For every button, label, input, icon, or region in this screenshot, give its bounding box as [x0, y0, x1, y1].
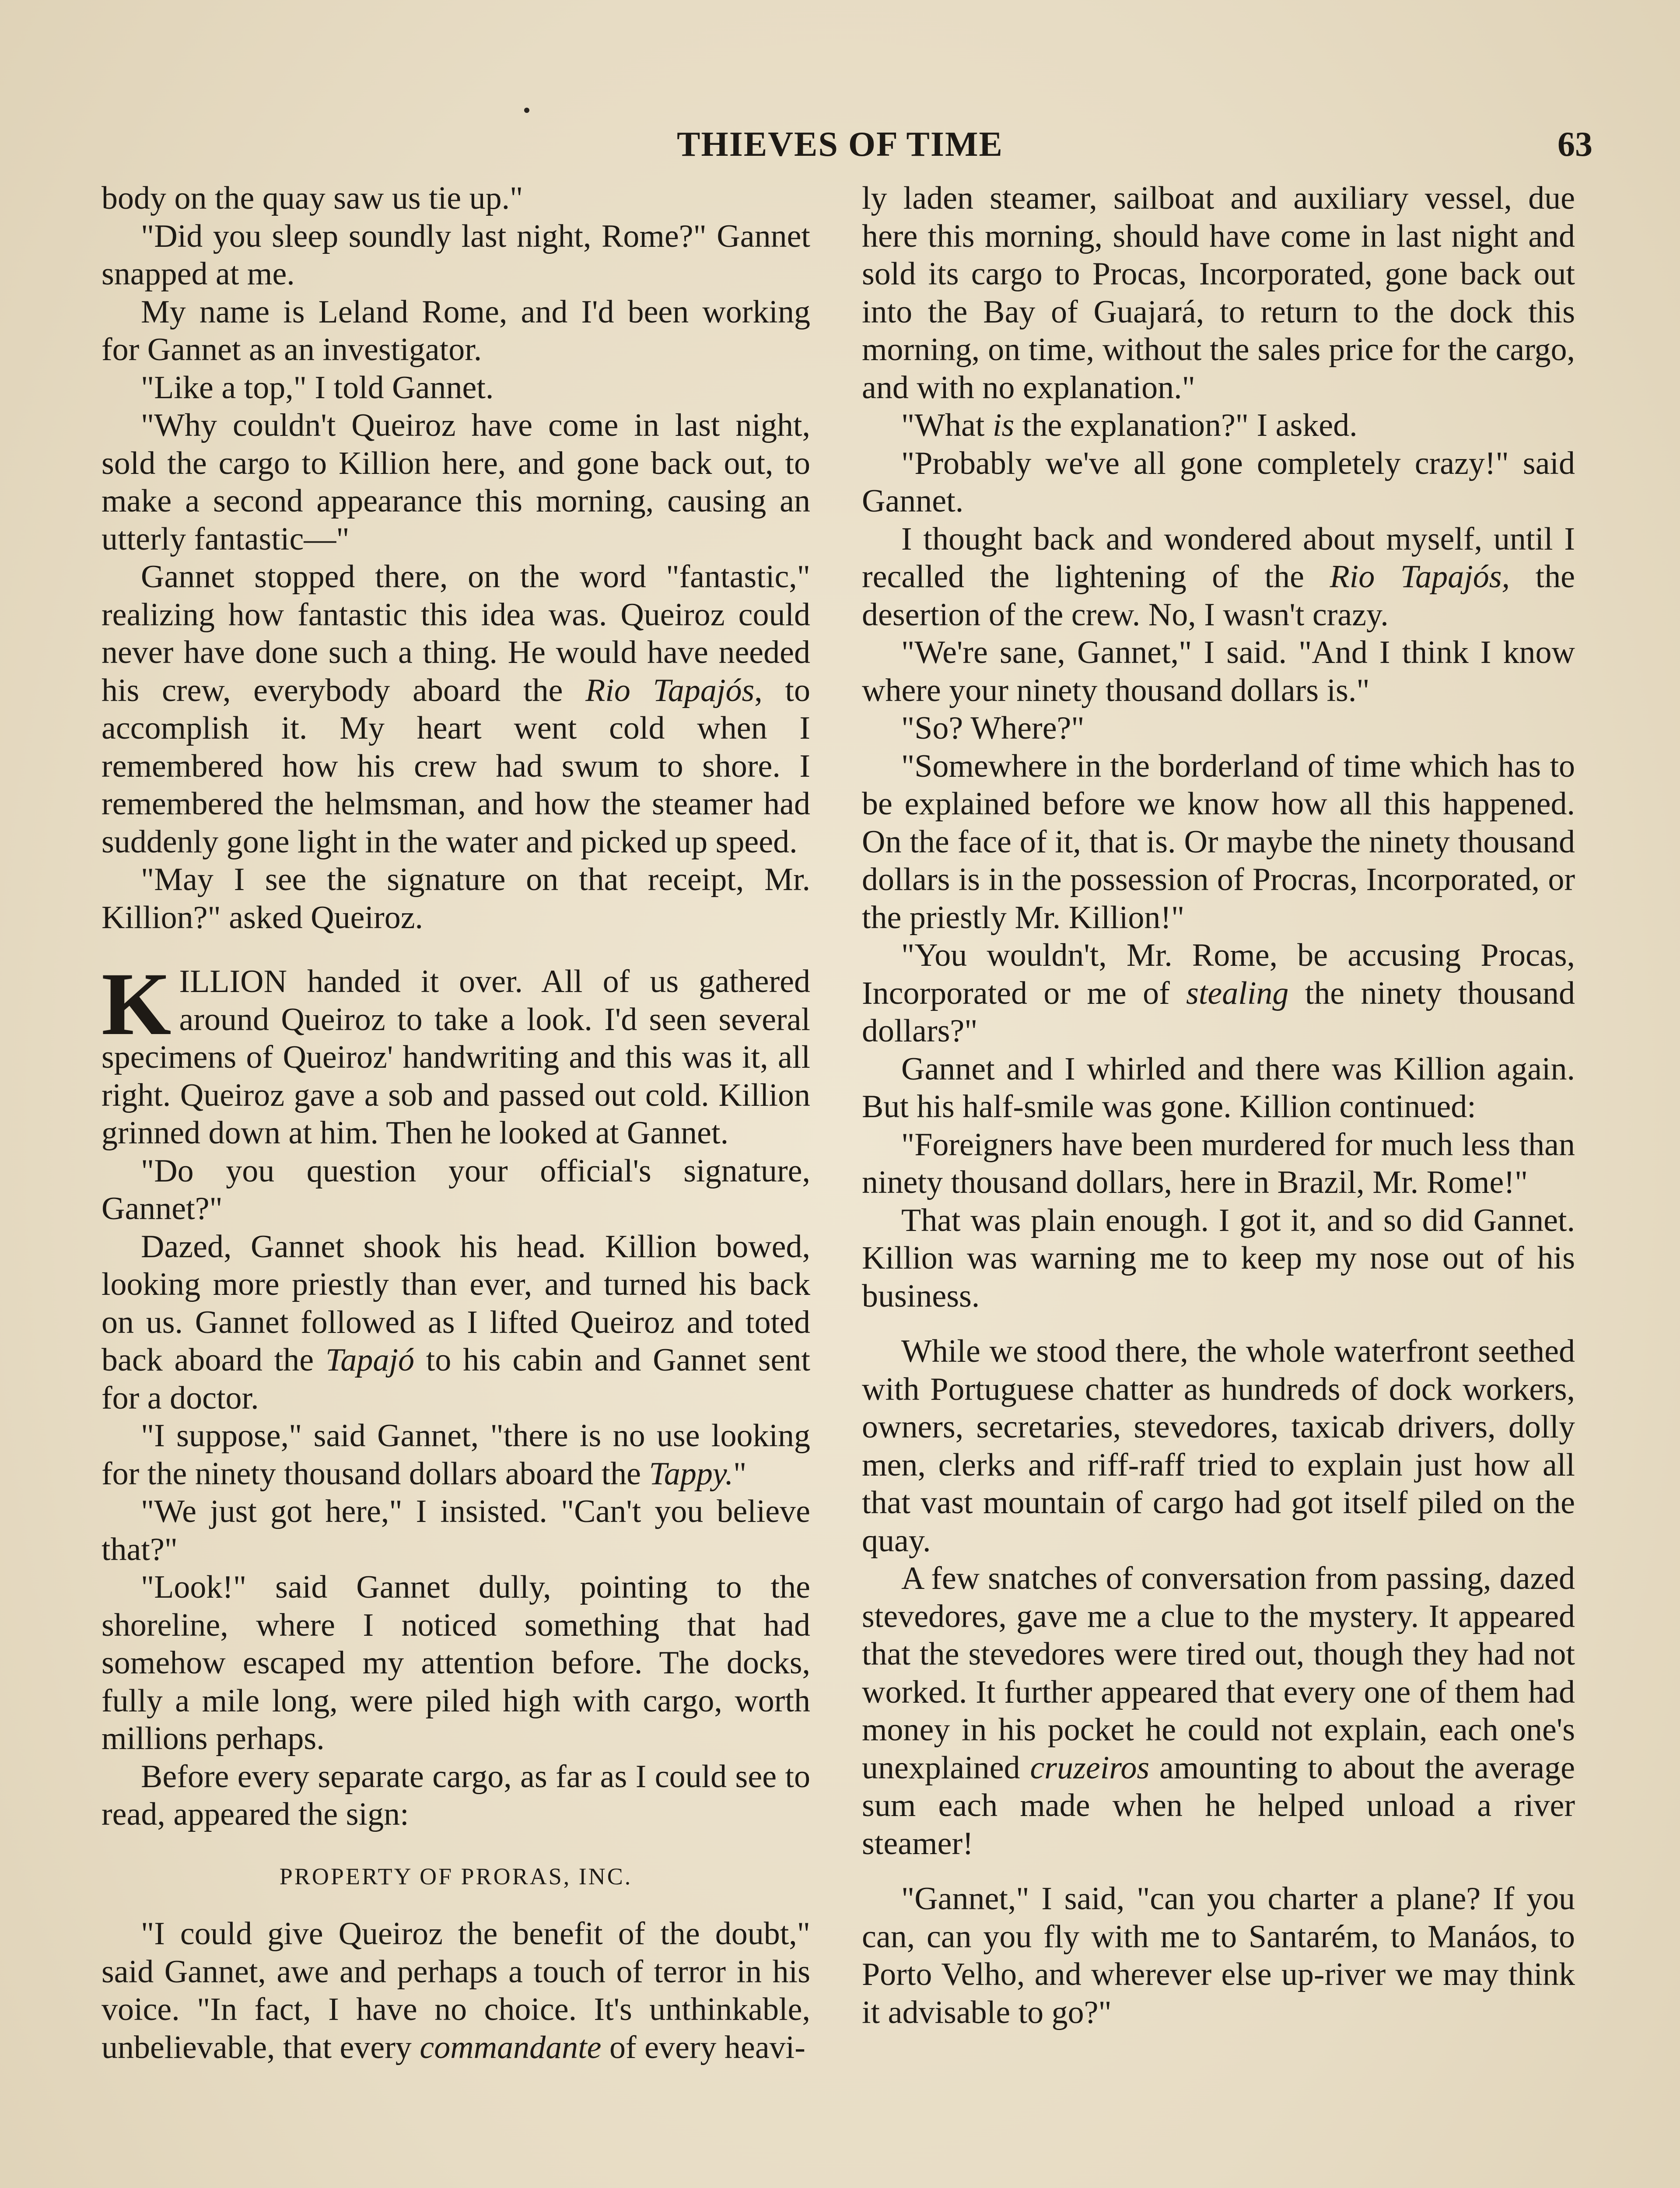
paragraph: "Like a top," I told Gannet.	[141, 369, 494, 406]
paragraph: While we stood there, the whole waterfront seethed with Portuguese chatter as hundreds of dock workers, owners, secretaries, stevedores, taxicab drivers, dolly men, clerks and riff-raff tried to explain just how all that vast mountain of cargo had got itself piled on the quay.	[862, 1333, 1575, 1559]
italic-text: cruzeiros	[1030, 1750, 1150, 1786]
italic-text: commandante	[420, 2029, 602, 2065]
ink-speck	[524, 108, 529, 113]
paragraph: "Gannet," I said, "can you charter a plane? If you can, can you fly with me to Santarém, to Manáos, to Porto Velho, and wherever else up-river we may think it advisable to go?"	[862, 1881, 1575, 2030]
paragraph: Gannet and I whirled and there was Killion again. But his half-smile was gone. Killion continued:	[862, 1051, 1575, 1125]
paragraph: That was plain enough. I got it, and so did Gannet. Killion was warning me to keep my nose out of his business.	[862, 1202, 1575, 1314]
right-column	[862, 179, 1575, 2031]
page-header	[0, 125, 1680, 177]
dropcap-paragraph	[102, 954, 810, 1152]
paragraph: My name is Leland Rome, and I'd been working for Gannet as an investigator.	[102, 294, 810, 368]
running-title: THIEVES OF TIME	[677, 125, 1003, 164]
paragraph: Before every separate cargo, as far as I could see to read, appeared the sign:	[102, 1758, 810, 1832]
italic-text: is	[992, 407, 1015, 443]
paragraph: Gannet stopped there, on the word "fantastic," realizing how fantastic this idea was. Queiroz could never have done such a thing. He would have needed his crew, everybody aboard the Rio Tapajós, to accomplish it. My heart went cold when I remembered how his crew had swum to shore. I remembered the helmsman, and how the steamer had suddenly gone light in the water and picked up speed.	[102, 559, 810, 860]
left-column	[102, 179, 810, 2066]
paragraph: A few snatches of conversation from passing, dazed stevedores, gave me a clue to the mystery. It appeared that the stevedores were tired out, though they had not worked. It further appeared that every one of them had money in his pocket he could not explain, each one's unexplained cruzeiros amounting to about the average sum each made when he helped unload a river steamer!	[862, 1560, 1575, 1862]
paragraph: "So? Where?"	[901, 710, 1085, 746]
paragraph: "Look!" said Gannet dully, pointing to the shoreline, where I noticed something that had somehow escaped my attention before. The docks, fully a mile long, were piled high with cargo, worth millions perhaps.	[102, 1569, 810, 1757]
paragraph: "Why couldn't Queiroz have come in last night, sold the cargo to Killion here, and gone back out, to make a second appearance this morning, causing an utterly fantastic—"	[102, 407, 810, 557]
italic-text: Tapajó	[326, 1342, 414, 1378]
paragraph: ly laden steamer, sailboat and auxiliary vessel, due here this morning, should have come in last night and sold its cargo to Procas, Incorporated, gone back out into the Bay of Guajará, to return to the dock this morning, on time, without the sales price for the cargo, and with no explanation."	[862, 180, 1575, 406]
italic-text: Tappy.	[649, 1455, 734, 1492]
paragraph: "I suppose," said Gannet, "there is no use looking for the ninety thousand dollars aboard the Tappy."	[102, 1418, 810, 1492]
paragraph: "I could give Queiroz the benefit of the doubt," said Gannet, awe and perhaps a touch of terror in his voice. "In fact, I have no choice. It's unthinkable, unbelievable, that every commandante of every heavi-	[102, 1916, 810, 2065]
paragraph: "We just got here," I insisted. "Can't you believe that?"	[102, 1494, 810, 1567]
paragraph: "Somewhere in the borderland of time which has to be explained before we know how all this happened. On the face of it, that is. Or maybe the ninety thousand dollars is in the possession of Procras, Incorporated, or the priestly Mr. Killion!"	[862, 748, 1575, 936]
italic-text: Rio Tapajós	[585, 672, 755, 708]
paragraph: "What is the explanation?" I asked.	[901, 407, 1358, 443]
drop-cap: K	[102, 954, 172, 1054]
italic-text: stealing	[1186, 975, 1289, 1011]
page-number: 63	[1558, 125, 1592, 164]
italic-text: Rio Tapajós,	[1330, 559, 1510, 595]
paragraph: "Probably we've all gone completely crazy!" said Gannet.	[862, 445, 1575, 519]
paragraph: "Foreigners have been murdered for much less than ninety thousand dollars, here in Brazil, Mr. Rome!"	[862, 1126, 1575, 1200]
paragraph: "Did you sleep soundly last night, Rome?" Gannet snapped at me.	[102, 218, 810, 292]
sign-text: PROPERTY OF PRORAS, INC.	[279, 1863, 633, 1890]
dropcap-paragraph-text: ILLION handed it over. All of us gathered around Queiroz to take a look. I'd seen several specimens of Queiroz' handwriting and this was it, all right. Queiroz gave a sob and passed out cold. Killion grinned down at him. Then he looked at Gannet.	[102, 964, 810, 1151]
paragraph: "May I see the signature on that receipt, Mr. Killion?" asked Queiroz.	[102, 862, 810, 936]
paragraph: "You wouldn't, Mr. Rome, be accusing Procas, Incorporated or me of stealing the ninety thousand dollars?"	[862, 937, 1575, 1049]
paragraph: I thought back and wondered about myself, until I recalled the lightening of the Rio Tapajós, the desertion of the crew. No, I wasn't crazy.	[862, 521, 1575, 633]
paragraph: Dazed, Gannet shook his head. Killion bowed, looking more priestly than ever, and turned his back on us. Gannet followed as I lifted Queiroz and toted back aboard the Tapajó to his cabin and Gannet sent for a doctor.	[102, 1228, 810, 1416]
paragraph: "We're sane, Gannet," I said. "And I think I know where your ninety thousand dollars is."	[862, 635, 1575, 708]
paragraph: "Do you question your official's signature, Gannet?"	[102, 1153, 810, 1227]
paragraph: body on the quay saw us tie up."	[102, 180, 523, 216]
